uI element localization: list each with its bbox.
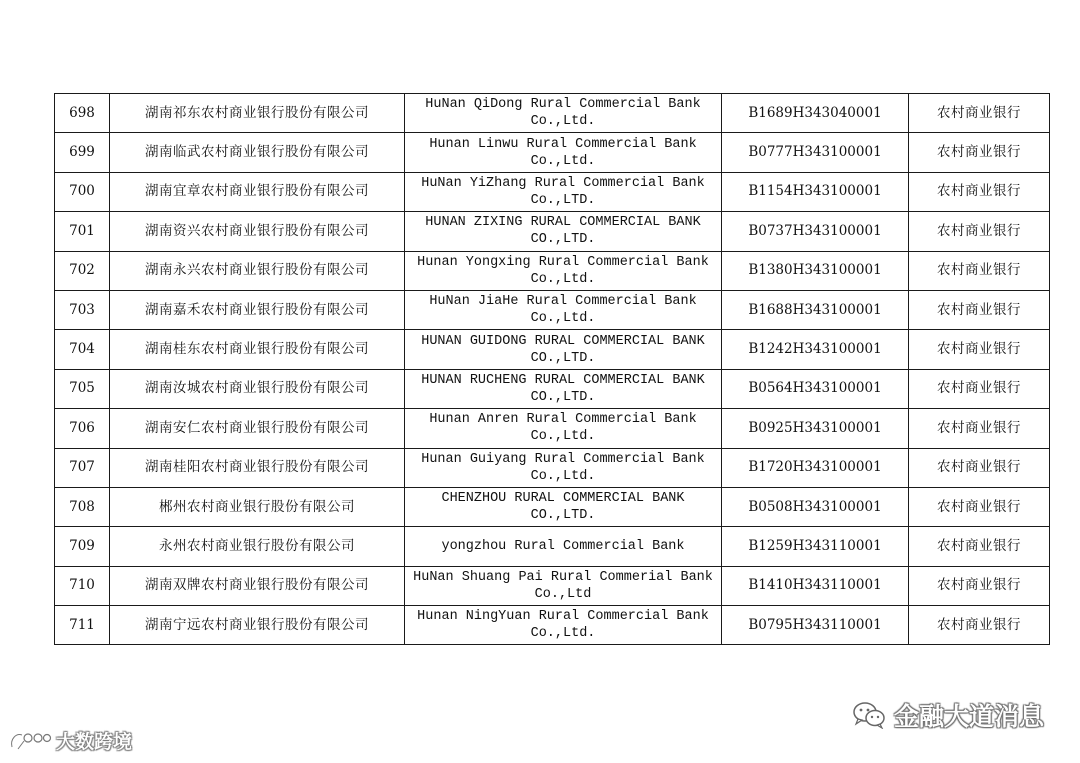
institution-type: 农村商业银行 <box>909 212 1050 251</box>
table-row <box>55 369 1050 408</box>
wechat-icon <box>852 701 886 729</box>
institution-type: 农村商业银行 <box>909 606 1050 645</box>
institution-type: 农村商业银行 <box>909 330 1050 369</box>
table-row <box>55 212 1050 251</box>
row-number: 698 <box>55 94 110 133</box>
institution-type: 农村商业银行 <box>909 133 1050 172</box>
institution-type: 农村商业银行 <box>909 290 1050 329</box>
bank-name-cn: 湖南桂阳农村商业银行股份有限公司 <box>110 448 405 487</box>
bank-name-cn: 郴州农村商业银行股份有限公司 <box>110 487 405 526</box>
institution-code: B0737H343100001 <box>722 212 909 251</box>
row-number: 711 <box>55 606 110 645</box>
institution-code: B1242H343100001 <box>722 330 909 369</box>
brand-logo-icon <box>8 729 52 753</box>
bank-name-cn: 湖南嘉禾农村商业银行股份有限公司 <box>110 290 405 329</box>
table-row <box>55 606 1050 645</box>
row-number: 704 <box>55 330 110 369</box>
table-row <box>55 448 1050 487</box>
watermark-right <box>852 697 1044 733</box>
row-number: 710 <box>55 566 110 605</box>
table-body <box>55 94 1050 645</box>
institution-code: B0508H343100001 <box>722 487 909 526</box>
bank-name-cn: 湖南双牌农村商业银行股份有限公司 <box>110 566 405 605</box>
watermark-left-text: 大数跨境 <box>56 731 133 753</box>
table-row <box>55 487 1050 526</box>
bank-name-cn: 湖南资兴农村商业银行股份有限公司 <box>110 212 405 251</box>
bank-name-en: HuNan YiZhang Rural Commercial Bank Co.,LTD. <box>405 172 722 211</box>
institution-code: B1689H343040001 <box>722 94 909 133</box>
row-number: 701 <box>55 212 110 251</box>
bank-name-en: HuNan QiDong Rural Commercial Bank Co.,Ltd. <box>405 94 722 133</box>
institution-code: B1154H343100001 <box>722 172 909 211</box>
row-number: 700 <box>55 172 110 211</box>
row-number: 702 <box>55 251 110 290</box>
institution-code: B1720H343100001 <box>722 448 909 487</box>
table-row <box>55 566 1050 605</box>
row-number: 705 <box>55 369 110 408</box>
row-number: 708 <box>55 487 110 526</box>
bank-name-en: HUNAN RUCHENG RURAL COMMERCIAL BANK CO.,LTD. <box>405 369 722 408</box>
bank-name-cn: 湖南永兴农村商业银行股份有限公司 <box>110 251 405 290</box>
bank-registry-table <box>54 93 1050 645</box>
bank-name-cn: 永州农村商业银行股份有限公司 <box>110 527 405 566</box>
bank-name-en: HuNan JiaHe Rural Commercial Bank Co.,Ltd. <box>405 290 722 329</box>
table-row <box>55 133 1050 172</box>
institution-type: 农村商业银行 <box>909 527 1050 566</box>
institution-type: 农村商业银行 <box>909 409 1050 448</box>
institution-code: B0925H343100001 <box>722 409 909 448</box>
table-row <box>55 409 1050 448</box>
bank-name-cn: 湖南祁东农村商业银行股份有限公司 <box>110 94 405 133</box>
bank-name-en: yongzhou Rural Commercial Bank <box>405 527 722 566</box>
bank-name-cn: 湖南宜章农村商业银行股份有限公司 <box>110 172 405 211</box>
bank-name-cn: 湖南桂东农村商业银行股份有限公司 <box>110 330 405 369</box>
table-row <box>55 172 1050 211</box>
bank-name-cn: 湖南临武农村商业银行股份有限公司 <box>110 133 405 172</box>
watermark-right-text: 金融大道消息 <box>893 702 1044 731</box>
table-row <box>55 527 1050 566</box>
row-number: 706 <box>55 409 110 448</box>
table-row <box>55 330 1050 369</box>
bank-name-en: Hunan Yongxing Rural Commercial Bank Co.,Ltd. <box>405 251 722 290</box>
institution-code: B1410H343110001 <box>722 566 909 605</box>
institution-type: 农村商业银行 <box>909 566 1050 605</box>
table-row <box>55 290 1050 329</box>
institution-code: B1688H343100001 <box>722 290 909 329</box>
institution-code: B0795H343110001 <box>722 606 909 645</box>
institution-type: 农村商业银行 <box>909 448 1050 487</box>
institution-type: 农村商业银行 <box>909 251 1050 290</box>
institution-code: B1380H343100001 <box>722 251 909 290</box>
bank-name-en: HuNan Shuang Pai Rural Commerial Bank Co.,Ltd <box>405 566 722 605</box>
institution-code: B0777H343100001 <box>722 133 909 172</box>
bank-name-en: HUNAN GUIDONG RURAL COMMERCIAL BANK CO.,LTD. <box>405 330 722 369</box>
row-number: 707 <box>55 448 110 487</box>
bank-name-cn: 湖南安仁农村商业银行股份有限公司 <box>110 409 405 448</box>
bank-name-cn: 湖南宁远农村商业银行股份有限公司 <box>110 606 405 645</box>
institution-code: B1259H343110001 <box>722 527 909 566</box>
bank-name-en: HUNAN ZIXING RURAL COMMERCIAL BANK CO.,LTD. <box>405 212 722 251</box>
institution-type: 农村商业银行 <box>909 94 1050 133</box>
bank-name-en: Hunan Anren Rural Commercial Bank Co.,Ltd. <box>405 409 722 448</box>
bank-name-en: Hunan NingYuan Rural Commercial Bank Co.,Ltd. <box>405 606 722 645</box>
row-number: 703 <box>55 290 110 329</box>
bank-name-en: CHENZHOU RURAL COMMERCIAL BANK CO.,LTD. <box>405 487 722 526</box>
institution-type: 农村商业银行 <box>909 369 1050 408</box>
institution-code: B0564H343100001 <box>722 369 909 408</box>
row-number: 699 <box>55 133 110 172</box>
row-number: 709 <box>55 527 110 566</box>
bank-name-cn: 湖南汝城农村商业银行股份有限公司 <box>110 369 405 408</box>
institution-type: 农村商业银行 <box>909 487 1050 526</box>
institution-type: 农村商业银行 <box>909 172 1050 211</box>
bank-name-en: Hunan Linwu Rural Commercial Bank Co.,Ltd. <box>405 133 722 172</box>
watermark-left <box>8 727 132 754</box>
table-row <box>55 251 1050 290</box>
table-row <box>55 94 1050 133</box>
bank-name-en: Hunan Guiyang Rural Commercial Bank Co.,Ltd. <box>405 448 722 487</box>
